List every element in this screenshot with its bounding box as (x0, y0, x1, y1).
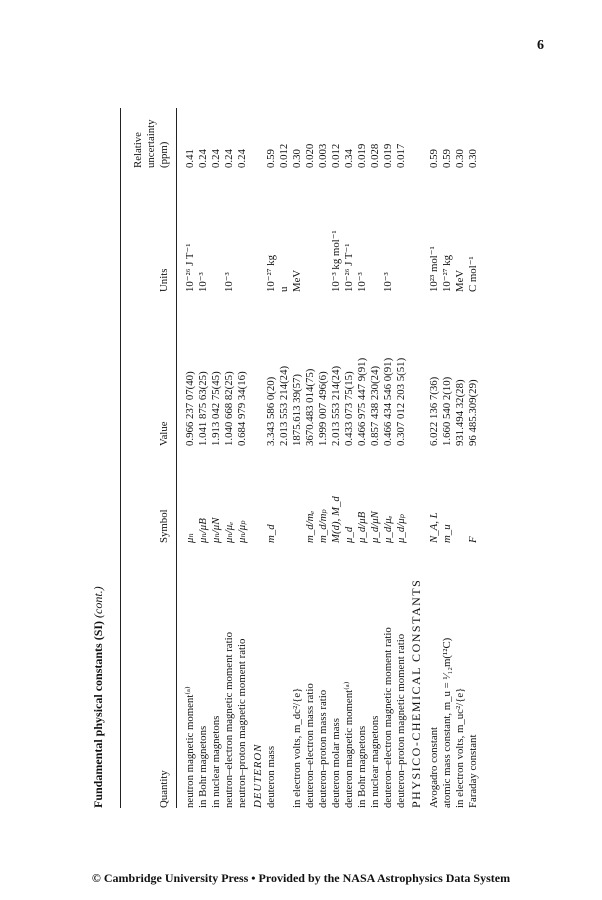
cell-value: 1.040 668 82(25) (223, 371, 235, 446)
cell-symbol: m_d (265, 524, 277, 543)
cell-quantity: deuteron–electron magnetic moment ratio (382, 627, 394, 808)
cell-value: 1875.613 39(57) (291, 374, 303, 446)
header-uncertainty-line1: Relative (132, 132, 144, 168)
cell-quantity: deuteron–electron mass ratio (304, 683, 316, 808)
cell-symbol: m_d/mₑ (304, 510, 316, 543)
cell-quantity: Faraday constant (467, 734, 479, 808)
cell-quantity: atomic mass constant, m_u = ¹⁄₁₂m(¹²C) (441, 637, 453, 808)
cell-symbol: μ_d/μₑ (382, 515, 394, 543)
cell-uncertainty: 0.020 (304, 143, 316, 168)
cell-value: 1.999 007 496(6) (317, 371, 329, 446)
cell-uncertainty: 0.012 (330, 143, 342, 168)
cell-uncertainty: 0.019 (356, 143, 368, 168)
cell-quantity: deuteron molar mass (330, 718, 342, 808)
table-title-cont: (cont.) (91, 586, 105, 618)
header-units: Units (158, 268, 170, 292)
cell-units: MeV (291, 269, 303, 292)
cell-value: 6.022 136 7(36) (428, 376, 440, 446)
cell-value: 2.013 553 214(24) (278, 365, 290, 446)
cell-units: 10²³ mol⁻¹ (428, 246, 440, 292)
cell-value: 0.466 975 447 9(91) (356, 357, 368, 446)
cell-value: 0.684 979 34(16) (236, 371, 248, 446)
cell-symbol: μ_d/μN (369, 511, 381, 543)
cell-value: 0.966 237 07(40) (184, 371, 196, 446)
cell-quantity: DEUTERON (252, 743, 264, 808)
cell-uncertainty: 0.30 (454, 149, 466, 168)
cell-uncertainty: 0.41 (184, 149, 196, 168)
cell-units: 10⁻²⁶ J T⁻¹ (184, 243, 196, 292)
cell-symbol: μₙ/μₚ (236, 520, 248, 543)
cell-symbol: μ_d/μB (356, 511, 368, 543)
header-value: Value (158, 421, 170, 446)
cell-uncertainty: 0.30 (291, 149, 303, 168)
cell-uncertainty: 0.24 (197, 149, 209, 168)
cell-quantity: neutron magnetic moment⁽ᵃ⁾ (184, 686, 196, 808)
cell-quantity: deuteron–proton mass ratio (317, 689, 329, 808)
cell-uncertainty: 0.017 (395, 143, 407, 168)
cell-uncertainty: 0.019 (382, 143, 394, 168)
cell-symbol: μₙ/μₑ (223, 521, 235, 543)
cell-symbol: μ_d/μₚ (395, 514, 407, 543)
cell-value: 3.343 586 0(20) (265, 376, 277, 446)
cell-quantity: deuteron magnetic moment⁽ᵃ⁾ (343, 681, 355, 808)
cell-units: u (278, 286, 290, 292)
cell-symbol: μₙ (184, 533, 196, 543)
cell-quantity: in Bohr magnetons (356, 725, 368, 808)
cell-units: 10⁻³ (223, 272, 235, 292)
footer-credit: © Cambridge University Press • Provided by the NASA Astrophysics Data System (91, 871, 511, 885)
cell-uncertainty: 0.30 (467, 149, 479, 168)
cell-symbol: N_A, L (428, 512, 440, 543)
cell-quantity: in nuclear magnetons (369, 715, 381, 808)
page-number: 6 (537, 38, 544, 53)
header-uncertainty-line2: uncertainty (145, 119, 157, 168)
top-rule (120, 108, 121, 808)
cell-value: 931.494 32(28) (454, 379, 466, 446)
cell-value: 0.307 012 203 5(51) (395, 357, 407, 446)
table-title: Fundamental physical constants (SI) (91, 620, 105, 808)
cell-uncertainty: 0.59 (428, 149, 440, 168)
cell-units: 10⁻²⁷ kg (265, 255, 277, 292)
cell-value: 0.433 073 75(15) (343, 371, 355, 446)
cell-symbol: μₙ/μN (210, 517, 222, 543)
cell-symbol: M(d), M_d (330, 496, 342, 543)
cell-units: MeV (454, 269, 466, 292)
cell-uncertainty: 0.34 (343, 149, 355, 168)
cell-uncertainty: 0.59 (265, 149, 277, 168)
cell-quantity: in electron volts, m_dc²/{e} (291, 687, 303, 808)
cell-symbol: F (467, 536, 479, 543)
cell-units: 10⁻³ (356, 272, 368, 292)
cell-value: 0.857 438 230(24) (369, 365, 381, 446)
header-quantity: Quantity (158, 770, 170, 808)
cell-value: 1.913 042 75(45) (210, 371, 222, 446)
cell-quantity: deuteron–proton magnetic moment ratio (395, 633, 407, 808)
cell-quantity: in nuclear magnetons (210, 715, 222, 808)
cell-value: 0.466 434 546 0(91) (382, 357, 394, 446)
cell-symbol: μₙ/μB (197, 518, 209, 543)
cell-symbol: m_u (441, 524, 453, 543)
cell-quantity: PHYSICO-CHEMICAL CONSTANTS (409, 578, 423, 808)
cell-value: 2.013 553 214(24) (330, 365, 342, 446)
cell-uncertainty: 0.59 (441, 149, 453, 168)
cell-units: 10⁻²⁶ J T⁻¹ (343, 243, 355, 292)
header-symbol: Symbol (158, 509, 170, 543)
cell-symbol: μ_d (343, 526, 355, 543)
cell-quantity: in Bohr magnetons (197, 725, 209, 808)
cell-uncertainty: 0.028 (369, 143, 381, 168)
cell-quantity: in electron volts, m_uc²/{e} (454, 687, 466, 808)
cell-units: 10⁻²⁷ kg (441, 255, 453, 292)
cell-units: C mol⁻¹ (467, 256, 479, 292)
cell-uncertainty: 0.003 (317, 143, 329, 168)
cell-units: 10⁻³ (197, 272, 209, 292)
header-rule (176, 108, 177, 808)
cell-value: 96 485.309(29) (467, 379, 479, 446)
constants-table (92, 93, 602, 808)
cell-uncertainty: 0.24 (223, 149, 235, 168)
cell-value: 1.660 540 2(10) (441, 376, 453, 446)
cell-uncertainty: 0.24 (210, 149, 222, 168)
cell-quantity: neutron–electron magnetic moment ratio (223, 632, 235, 808)
cell-units: 10⁻³ (382, 272, 394, 292)
cell-units: 10⁻³ kg mol⁻¹ (330, 230, 342, 292)
table-caption (92, 586, 105, 808)
cell-quantity: deuteron mass (265, 745, 277, 808)
cell-quantity: Avogadro constant (428, 726, 440, 808)
cell-symbol: m_d/mₚ (317, 509, 329, 543)
cell-uncertainty: 0.24 (236, 149, 248, 168)
cell-value: 3670.483 014(75) (304, 368, 316, 446)
cell-quantity: neutron–proton magnetic moment ratio (236, 638, 248, 808)
cell-uncertainty: 0.012 (278, 143, 290, 168)
cell-value: 1.041 875 63(25) (197, 371, 209, 446)
header-uncertainty-line3: (ppm) (158, 141, 170, 168)
